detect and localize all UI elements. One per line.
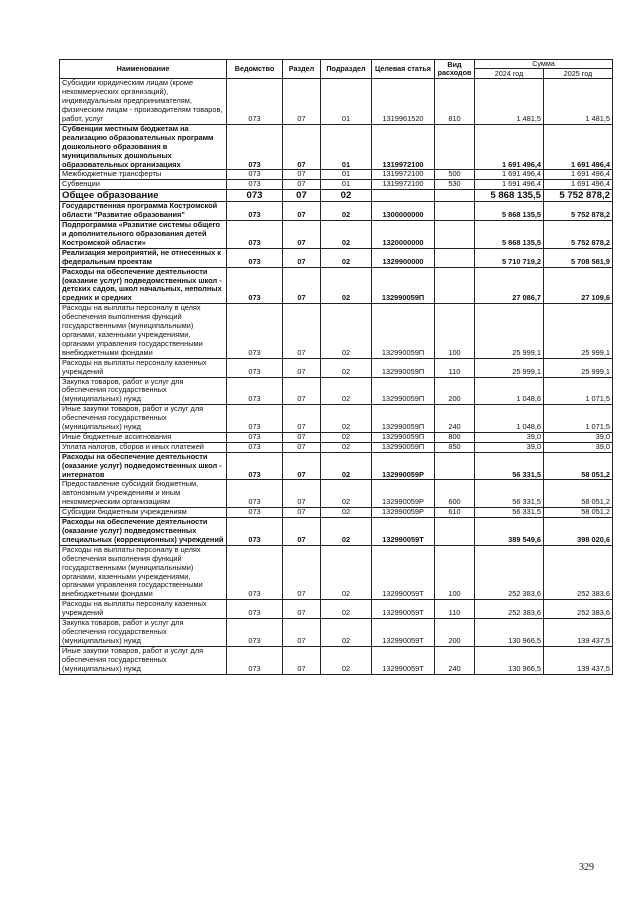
cell-2025: 25 999,1 — [544, 304, 613, 358]
table-row — [60, 170, 613, 180]
cell-kind: 850 — [435, 442, 475, 452]
cell-section: 07 — [283, 358, 321, 377]
cell-2025: 58 051,2 — [544, 480, 613, 508]
cell-name: Подпрограмма «Развитие системы общего и дополнительного образования детей Костромской области» — [60, 221, 227, 249]
cell-target: 132990059П — [372, 358, 435, 377]
cell-target: 132990059Р — [372, 452, 435, 480]
cell-dept: 073 — [227, 221, 283, 249]
cell-name: Уплата налогов, сборов и иных платежей — [60, 442, 227, 452]
cell-2024: 56 331,5 — [475, 452, 544, 480]
cell-subsection: 02 — [321, 432, 372, 442]
table-row — [60, 377, 613, 405]
cell-2025: 252 383,6 — [544, 600, 613, 619]
cell-target: 1329900000 — [372, 248, 435, 267]
cell-dept: 073 — [227, 480, 283, 508]
cell-section: 07 — [283, 432, 321, 442]
cell-target: 1319972100 — [372, 124, 435, 170]
cell-2024: 1 691 496,4 — [475, 124, 544, 170]
cell-2025: 5 752 878,2 — [544, 190, 613, 202]
cell-subsection: 01 — [321, 180, 372, 190]
cell-name: Субсидии бюджетным учреждениям — [60, 508, 227, 518]
cell-name: Межбюджетные трансферты — [60, 170, 227, 180]
header-subsection: Подраздел — [321, 60, 372, 79]
cell-2024: 27 086,7 — [475, 267, 544, 304]
table-row — [60, 442, 613, 452]
cell-target: 1320000000 — [372, 221, 435, 249]
cell-2024: 130 966,5 — [475, 619, 544, 647]
table-row — [60, 518, 613, 546]
cell-2025: 1 691 496,4 — [544, 170, 613, 180]
cell-name: Расходы на выплаты персоналу в целях обеспечения выполнения функций государственными (муниципальными) органами, казенными учреждениями, органами управления государственными внебюджетными фондами — [60, 545, 227, 599]
cell-dept: 073 — [227, 304, 283, 358]
cell-2024: 39,0 — [475, 442, 544, 452]
cell-name: Субвенции местным бюджетам на реализацию образовательных программ дошкольного образования в муниципальных дошкольных образовательных организациях — [60, 124, 227, 170]
cell-target: 132990059П — [372, 405, 435, 433]
cell-kind: 200 — [435, 377, 475, 405]
cell-kind — [435, 221, 475, 249]
cell-2024: 56 331,5 — [475, 480, 544, 508]
cell-subsection: 02 — [321, 600, 372, 619]
cell-dept: 073 — [227, 377, 283, 405]
cell-2025: 58 051,2 — [544, 508, 613, 518]
cell-kind — [435, 190, 475, 202]
cell-2024: 25 999,1 — [475, 304, 544, 358]
cell-section: 07 — [283, 619, 321, 647]
cell-dept: 073 — [227, 79, 283, 125]
cell-kind: 200 — [435, 619, 475, 647]
table-row — [60, 619, 613, 647]
cell-name: Расходы на обеспечение деятельности (оказание услуг) подведомственных школ - детских садов, школ начальных, неполных средних и средних — [60, 267, 227, 304]
table-row — [60, 190, 613, 202]
cell-2024: 5 868 135,5 — [475, 221, 544, 249]
table-row — [60, 202, 613, 221]
cell-2024: 1 048,6 — [475, 405, 544, 433]
table-row — [60, 508, 613, 518]
cell-section: 07 — [283, 124, 321, 170]
table-row — [60, 480, 613, 508]
cell-kind — [435, 267, 475, 304]
cell-target: 132990059П — [372, 267, 435, 304]
cell-target: 1319961520 — [372, 79, 435, 125]
cell-2025: 5 752 878,2 — [544, 221, 613, 249]
cell-kind: 110 — [435, 600, 475, 619]
budget-table-sheet — [59, 59, 612, 675]
cell-subsection: 02 — [321, 377, 372, 405]
cell-name: Субсидии юридическим лицам (кроме некоммерческих организаций), индивидуальным предпринимателям, физическим лицам - производителям товаров, работ, услуг — [60, 79, 227, 125]
cell-name: Общее образование — [60, 190, 227, 202]
cell-target: 132990059Т — [372, 600, 435, 619]
cell-dept: 073 — [227, 518, 283, 546]
header-sum: Сумма — [475, 60, 613, 69]
cell-section: 07 — [283, 518, 321, 546]
cell-kind — [435, 124, 475, 170]
cell-target: 132990059Р — [372, 480, 435, 508]
cell-subsection: 02 — [321, 480, 372, 508]
cell-subsection: 02 — [321, 267, 372, 304]
cell-2025: 25 999,1 — [544, 358, 613, 377]
header-section: Раздел — [283, 60, 321, 79]
cell-2024: 1 481,5 — [475, 79, 544, 125]
cell-dept: 073 — [227, 432, 283, 442]
header-dept: Ведомство — [227, 60, 283, 79]
cell-name: Расходы на выплаты персоналу казенных учреждений — [60, 600, 227, 619]
cell-section: 07 — [283, 377, 321, 405]
cell-2025: 139 437,5 — [544, 619, 613, 647]
cell-2024: 56 331,5 — [475, 508, 544, 518]
table-row — [60, 452, 613, 480]
cell-target: 132990059П — [372, 442, 435, 452]
table-row — [60, 545, 613, 599]
cell-2024: 5 868 135,5 — [475, 190, 544, 202]
cell-name: Иные закупки товаров, работ и услуг для обеспечения государственных (муниципальных) нужд — [60, 405, 227, 433]
cell-target: 132990059П — [372, 432, 435, 442]
cell-kind — [435, 248, 475, 267]
cell-kind: 240 — [435, 646, 475, 674]
cell-name: Государственная программа Костромской области "Развитие образования" — [60, 202, 227, 221]
cell-dept: 073 — [227, 124, 283, 170]
cell-2025: 39,0 — [544, 432, 613, 442]
cell-2025: 27 109,6 — [544, 267, 613, 304]
cell-name: Иные закупки товаров, работ и услуг для обеспечения государственных (муниципальных) нужд — [60, 646, 227, 674]
table-row — [60, 79, 613, 125]
cell-kind: 800 — [435, 432, 475, 442]
cell-subsection: 02 — [321, 248, 372, 267]
cell-name: Реализация мероприятий, не отнесенных к федеральным проектам — [60, 248, 227, 267]
cell-dept: 073 — [227, 190, 283, 202]
cell-target: 132990059П — [372, 304, 435, 358]
cell-subsection: 02 — [321, 545, 372, 599]
cell-section: 07 — [283, 646, 321, 674]
cell-target: 132990059Т — [372, 619, 435, 647]
header-year-2024: 2024 год — [475, 69, 544, 79]
cell-dept: 073 — [227, 170, 283, 180]
cell-2025: 1 071,5 — [544, 405, 613, 433]
cell-kind: 240 — [435, 405, 475, 433]
cell-2024: 39,0 — [475, 432, 544, 442]
cell-dept: 073 — [227, 358, 283, 377]
cell-section: 07 — [283, 480, 321, 508]
cell-kind: 100 — [435, 304, 475, 358]
cell-section: 07 — [283, 180, 321, 190]
table-body — [60, 79, 613, 674]
cell-subsection: 02 — [321, 442, 372, 452]
cell-2024: 1 691 496,4 — [475, 170, 544, 180]
cell-target: 132990059Т — [372, 545, 435, 599]
cell-kind: 610 — [435, 508, 475, 518]
cell-kind — [435, 202, 475, 221]
cell-section: 07 — [283, 170, 321, 180]
table-row — [60, 646, 613, 674]
table-header — [60, 60, 613, 79]
cell-kind: 810 — [435, 79, 475, 125]
cell-dept: 073 — [227, 248, 283, 267]
cell-2024: 1 691 496,4 — [475, 180, 544, 190]
cell-section: 07 — [283, 405, 321, 433]
cell-dept: 073 — [227, 619, 283, 647]
table-row — [60, 600, 613, 619]
cell-subsection: 02 — [321, 358, 372, 377]
cell-section: 07 — [283, 600, 321, 619]
cell-dept: 073 — [227, 267, 283, 304]
cell-section: 07 — [283, 304, 321, 358]
table-row — [60, 267, 613, 304]
table-row — [60, 405, 613, 433]
cell-section: 07 — [283, 221, 321, 249]
cell-subsection: 01 — [321, 170, 372, 180]
budget-table — [59, 59, 613, 675]
cell-target: 132990059П — [372, 377, 435, 405]
cell-subsection: 02 — [321, 304, 372, 358]
cell-2025: 5 752 878,2 — [544, 202, 613, 221]
cell-name: Расходы на выплаты персоналу казенных учреждений — [60, 358, 227, 377]
cell-dept: 073 — [227, 442, 283, 452]
cell-kind — [435, 518, 475, 546]
cell-subsection: 02 — [321, 405, 372, 433]
cell-name: Субвенции — [60, 180, 227, 190]
cell-subsection: 02 — [321, 221, 372, 249]
cell-2024: 389 549,6 — [475, 518, 544, 546]
cell-target: 132990059Р — [372, 508, 435, 518]
cell-section: 07 — [283, 190, 321, 202]
cell-subsection: 02 — [321, 508, 372, 518]
cell-subsection: 02 — [321, 518, 372, 546]
cell-name: Закупка товаров, работ и услуг для обеспечения государственных (муниципальных) нужд — [60, 619, 227, 647]
cell-kind: 110 — [435, 358, 475, 377]
cell-2025: 39,0 — [544, 442, 613, 452]
cell-section: 07 — [283, 508, 321, 518]
header-target: Целевая статья — [372, 60, 435, 79]
cell-target: 1319972100 — [372, 180, 435, 190]
cell-target: 132990059Т — [372, 646, 435, 674]
cell-subsection: 02 — [321, 190, 372, 202]
cell-target: 132990059Т — [372, 518, 435, 546]
page-number: 329 — [579, 862, 594, 873]
cell-2024: 252 383,6 — [475, 600, 544, 619]
cell-section: 07 — [283, 267, 321, 304]
table-row — [60, 432, 613, 442]
cell-kind: 600 — [435, 480, 475, 508]
cell-2024: 5 868 135,5 — [475, 202, 544, 221]
cell-kind: 100 — [435, 545, 475, 599]
cell-section: 07 — [283, 442, 321, 452]
table-row — [60, 358, 613, 377]
cell-section: 07 — [283, 452, 321, 480]
cell-name: Предоставление субсидий бюджетным, автономным учреждениям и иным некоммерческим организациям — [60, 480, 227, 508]
cell-dept: 073 — [227, 646, 283, 674]
cell-2025: 139 437,5 — [544, 646, 613, 674]
table-row — [60, 248, 613, 267]
cell-2025: 1 691 496,4 — [544, 180, 613, 190]
cell-name: Иные бюджетные ассигнования — [60, 432, 227, 442]
cell-target: 1300000000 — [372, 202, 435, 221]
cell-2025: 5 708 581,9 — [544, 248, 613, 267]
cell-subsection: 01 — [321, 79, 372, 125]
cell-name: Расходы на выплаты персоналу в целях обеспечения выполнения функций государственными (муниципальными) органами, казенными учреждениями, органами управления государственными внебюджетными фондами — [60, 304, 227, 358]
cell-2025: 58 051,2 — [544, 452, 613, 480]
cell-dept: 073 — [227, 452, 283, 480]
cell-dept: 073 — [227, 600, 283, 619]
cell-name: Расходы на обеспечение деятельности (оказание услуг) подведомственных специальных (коррекционных) учреждений — [60, 518, 227, 546]
cell-subsection: 02 — [321, 619, 372, 647]
cell-2025: 1 071,5 — [544, 377, 613, 405]
cell-section: 07 — [283, 79, 321, 125]
cell-dept: 073 — [227, 545, 283, 599]
cell-2024: 1 048,6 — [475, 377, 544, 405]
table-row — [60, 124, 613, 170]
cell-kind: 500 — [435, 170, 475, 180]
cell-dept: 073 — [227, 508, 283, 518]
header-name: Наименование — [60, 60, 227, 79]
cell-kind — [435, 452, 475, 480]
cell-dept: 073 — [227, 202, 283, 221]
cell-2024: 130 966,5 — [475, 646, 544, 674]
cell-section: 07 — [283, 248, 321, 267]
cell-2024: 25 999,1 — [475, 358, 544, 377]
header-year-2025: 2025 год — [544, 69, 613, 79]
cell-2024: 252 383,6 — [475, 545, 544, 599]
cell-dept: 073 — [227, 180, 283, 190]
cell-subsection: 02 — [321, 452, 372, 480]
cell-2025: 398 020,6 — [544, 518, 613, 546]
table-row — [60, 180, 613, 190]
table-row — [60, 304, 613, 358]
cell-name: Расходы на обеспечение деятельности (оказание услуг) подведомственных школ - интернатов — [60, 452, 227, 480]
cell-2025: 252 383,6 — [544, 545, 613, 599]
table-row — [60, 221, 613, 249]
header-kind: Вид расходов — [435, 60, 475, 79]
cell-subsection: 02 — [321, 646, 372, 674]
cell-subsection: 02 — [321, 202, 372, 221]
cell-target — [372, 190, 435, 202]
cell-section: 07 — [283, 202, 321, 221]
cell-dept: 073 — [227, 405, 283, 433]
cell-name: Закупка товаров, работ и услуг для обеспечения государственных (муниципальных) нужд — [60, 377, 227, 405]
cell-section: 07 — [283, 545, 321, 599]
cell-kind: 530 — [435, 180, 475, 190]
cell-target: 1319972100 — [372, 170, 435, 180]
cell-subsection: 01 — [321, 124, 372, 170]
cell-2025: 1 691 496,4 — [544, 124, 613, 170]
cell-2025: 1 481,5 — [544, 79, 613, 125]
cell-2024: 5 710 719,2 — [475, 248, 544, 267]
